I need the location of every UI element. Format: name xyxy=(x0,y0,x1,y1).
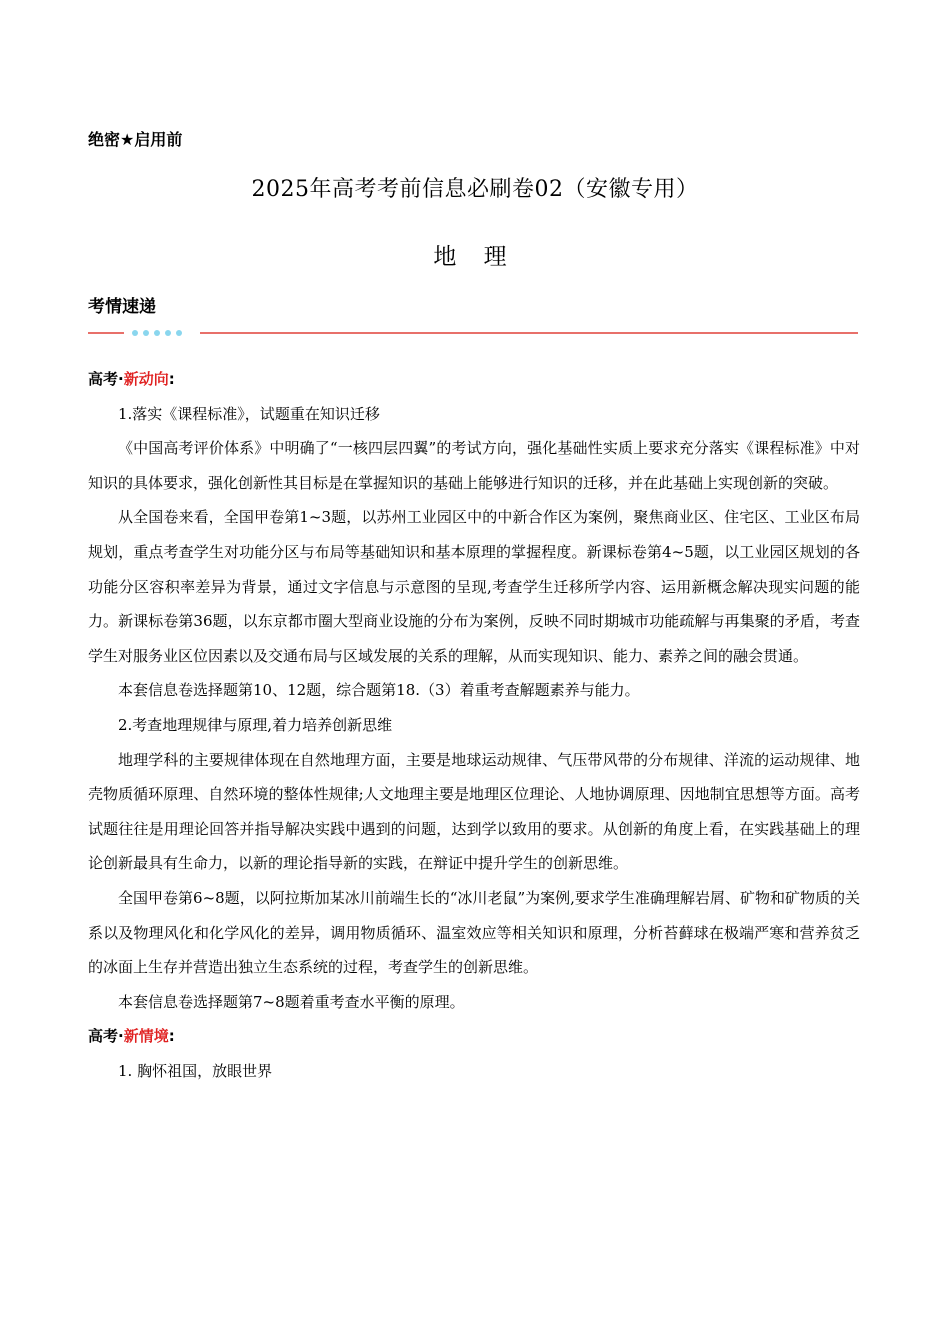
label-prefix: 高考· xyxy=(88,1027,124,1046)
paragraph: 本套信息卷选择题第7~8题着重考查水平衡的原理。 xyxy=(118,992,465,1011)
item-title: 1. 胸怀祖国，放眼世界 xyxy=(118,1061,273,1080)
paragraph: 全国甲卷第6~8题，以阿拉斯加某冰川前端生长的“冰川老鼠”为案例,要求学生准确理解岩屑、矿物和矿物质的关系以及物理风化和化学风化的差异，调用物质循环、温室效应等相关知识和原理，分析苔藓球在极端严寒和营养贫乏的冰面上生存并营造出独立生态系统的过程，考查学生的创新思维。 xyxy=(88,888,860,977)
label-suffix: : xyxy=(168,1027,175,1046)
section-heading: 考情速递 xyxy=(88,297,156,317)
divider-line-right xyxy=(200,332,858,334)
paragraph: 从全国卷来看，全国甲卷第1~3题，以苏州工业园区中的中新合作区为案例，聚焦商业区、住宅区、工业区布局规划，重点考查学生对功能分区与布局等基础知识和基本原理的掌握程度。新课标卷第4~5题，以工业园区规划的各功能分区容积率差异为背景，通过文字信息与示意图的呈现,考查学生迁移所学内容、运用新概念解决现实问题的能力。新课标卷第36题，以东京都市圈大型商业设施的分布为案例，反映不同时期城市功能疏解与再集聚的矛盾，考查学生对服务业区位因素以及交通布局与区域发展的关系的理解，从而实现知识、能力、素养之间的融会贯通。 xyxy=(88,508,860,665)
decorative-divider xyxy=(88,326,858,340)
body-content xyxy=(88,362,860,1088)
dot-icon xyxy=(143,330,149,336)
dot-icon xyxy=(176,330,182,336)
dot-icon xyxy=(154,330,160,336)
secret-label: 绝密★启用前 xyxy=(88,130,183,149)
label-prefix: 高考· xyxy=(88,370,124,388)
label-highlight: 新动向 xyxy=(123,370,169,388)
dot-icon xyxy=(165,330,171,336)
item-title: 2.考查地理规律与原理,着力培养创新思维 xyxy=(118,715,393,734)
dot-icon xyxy=(132,330,138,336)
section-label-new-context xyxy=(88,1019,860,1054)
document-title: 2025年高考考前信息必刷卷02（安徽专用） xyxy=(251,177,699,202)
divider-dots xyxy=(132,328,182,338)
label-highlight: 新情境 xyxy=(123,1027,169,1046)
label-suffix: : xyxy=(168,370,175,388)
section-label-new-direction xyxy=(88,362,860,397)
subject-title: 地 理 xyxy=(433,244,517,270)
paragraph: 本套信息卷选择题第10、12题，综合题第18.（3）着重考查解题素养与能力。 xyxy=(118,681,640,700)
item-title: 1.落实《课程标准》，试题重在知识迁移 xyxy=(118,404,380,423)
paragraph: 地理学科的主要规律体现在自然地理方面，主要是地球运动规律、气压带风带的分布规律、洋流的运动规律、地壳物质循环原理、自然环境的整体性规律;人文地理主要是地理区位理论、人地协调原理、因地制宜思想等方面。高考试题往往是用理论回答并指导解决实践中遇到的问题，达到学以致用的要求。从创新的角度上看，在实践基础上的理论创新最具有生命力，以新的理论指导新的实践，在辩证中提升学生的创新思维。 xyxy=(88,750,860,873)
paragraph: 《中国高考评价体系》中明确了“一核四层四翼”的考试方向，强化基础性实质上要求充分落实《课程标准》中对知识的具体要求，强化创新性其目标是在掌握知识的基础上能够进行知识的迁移，并在此基础上实现创新的突破。 xyxy=(88,439,860,492)
divider-line-left xyxy=(88,332,124,334)
